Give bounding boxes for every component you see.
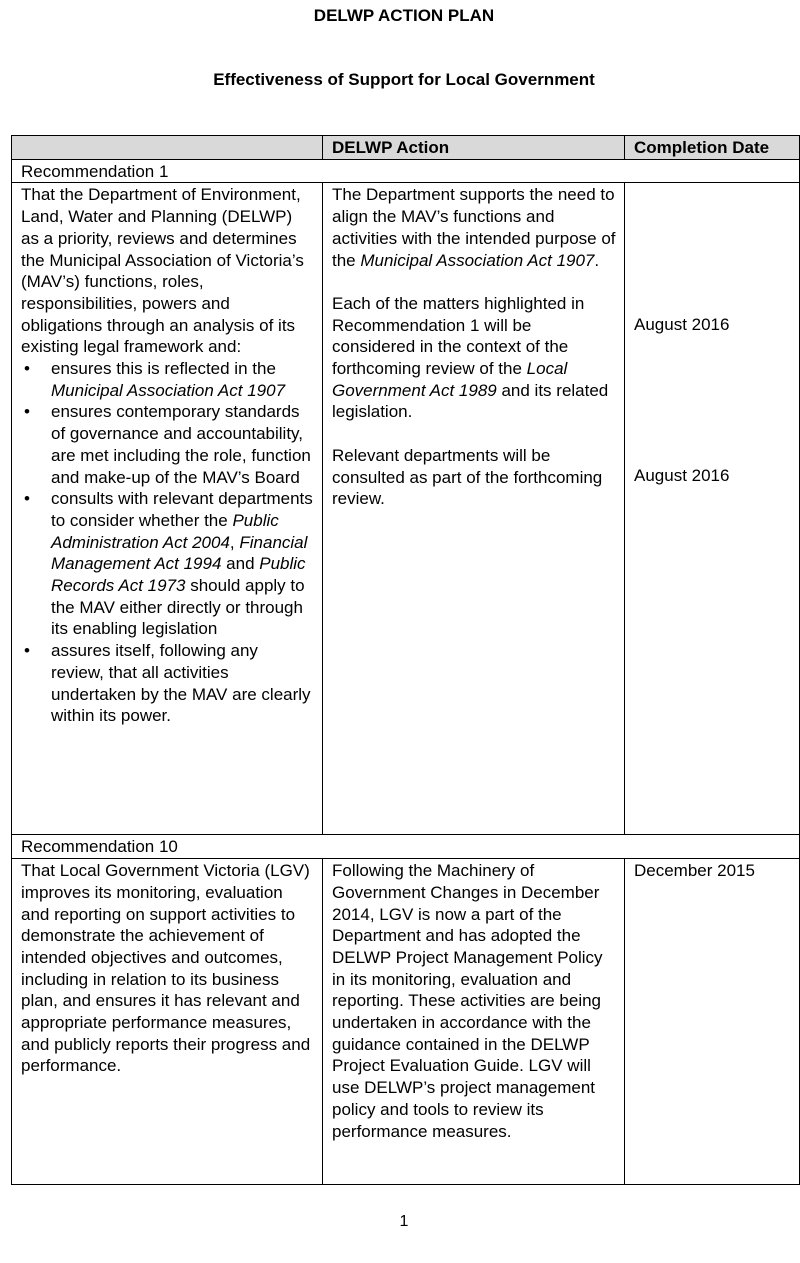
bullet-text: consults with relevant departments to consider whether the xyxy=(51,489,313,530)
act-name: Local Government Act 1989 xyxy=(332,359,568,400)
action-plan-table xyxy=(11,135,800,1185)
list-item xyxy=(24,358,314,401)
recommendation-bullet-list xyxy=(21,358,314,727)
bullet-text: ensures contemporary standards of governance and accountability, are met including the role, function and make-up of the MAV’s Board xyxy=(51,402,311,487)
recommendation-text: That Local Government Victoria (LGV) improves its monitoring, evaluation and reporting on support activities to demonstrate the achievement of intended objectives and outcomes, including in relation to its business plan, and ensures it has relevant and appropriate performance measures, and publicly reports their progress and performance. xyxy=(12,859,323,1185)
bullet-text: , xyxy=(229,532,240,552)
act-name: Public Records Act 1973 xyxy=(51,554,306,596)
table-row xyxy=(12,859,800,1185)
recommendation-intro: That the Department of Environment, Land, Water and Planning (DELWP) as a priority, reviews and determines the Municipal Association of Victoria’s (MAV’s) functions, roles, responsibilities, powers and obligations through an analysis of its existing legal framework and: xyxy=(21,185,304,357)
completion-date: December 2015 xyxy=(625,859,800,1185)
bullet-icon: • xyxy=(24,359,30,379)
document-title: DELWP ACTION PLAN xyxy=(313,6,495,25)
action-paragraph xyxy=(332,293,616,423)
recommendation-label-row xyxy=(12,835,800,859)
document-subtitle: Effectiveness of Support for Local Government xyxy=(213,70,595,89)
action-text: Each of the matters highlighted in Recommendation 1 will be considered in the context of the forthcoming review of the xyxy=(332,293,585,379)
table-row xyxy=(12,183,800,835)
action-text: Relevant departments will be consulted as part of the forthcoming review. xyxy=(332,445,603,509)
action-text: . xyxy=(594,250,600,270)
recommendation-label-row xyxy=(12,159,800,183)
completion-date: August 2016 xyxy=(634,315,730,335)
act-name: Municipal Association Act 1907 xyxy=(360,250,595,270)
bullet-icon: • xyxy=(24,402,30,422)
bullet-icon: • xyxy=(24,641,30,661)
bullet-icon: • xyxy=(24,489,30,509)
delwp-action-cell: Following the Machinery of Government Changes in December 2014, LGV is now a part of the Department and has adopted the DELWP Project Management Policy in its monitoring, evaluation and reporting. These activities are being undertaken in accordance with the guidance contained in the DELWP Project Evaluation Guide. LGV will use DELWP’s project management policy and tools to review its performance measures. xyxy=(323,859,625,1185)
column-header-recommendation xyxy=(12,136,323,160)
column-header-delwp-action: DELWP Action xyxy=(323,136,625,160)
delwp-action-cell xyxy=(323,183,625,835)
action-paragraph xyxy=(332,184,616,271)
action-paragraph xyxy=(332,445,616,510)
action-text: and its related legislation. xyxy=(332,380,609,422)
bullet-text: and xyxy=(221,554,260,574)
action-text: The Department supports the need to align the MAV’s functions and activities with the intended purpose of the xyxy=(332,185,616,270)
column-header-completion-date: Completion Date xyxy=(625,136,800,160)
bullet-text: assures itself, following any review, that all activities undertaken by the MAV are clearly within its power. xyxy=(51,641,311,726)
bullet-text: should apply to the MAV either directly or through its enabling legislation xyxy=(51,576,305,639)
act-name: Financial Management Act 1994 xyxy=(51,532,308,574)
completion-date: August 2016 xyxy=(634,466,730,486)
act-name: Municipal Association Act 1907 xyxy=(51,380,286,400)
recommendation-label: Recommendation 10 xyxy=(12,835,800,859)
bullet-text: ensures this is reflected in the xyxy=(51,359,276,379)
list-item xyxy=(24,640,314,727)
list-item xyxy=(24,488,314,640)
list-item xyxy=(24,401,314,488)
recommendation-text xyxy=(12,183,323,835)
recommendation-label: Recommendation 1 xyxy=(12,159,800,183)
act-name: Public Administration Act 2004 xyxy=(51,510,279,552)
completion-date-cell xyxy=(625,183,800,835)
table-header-row xyxy=(12,136,800,160)
page-number: 1 xyxy=(399,1213,409,1230)
